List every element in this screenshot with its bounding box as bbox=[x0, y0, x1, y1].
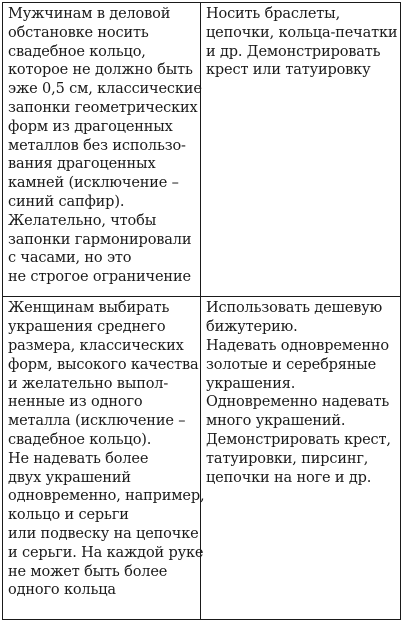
cell-line: цепочки, кольца-печатки bbox=[206, 24, 398, 41]
cell-line: свадебное кольцо). bbox=[8, 432, 152, 449]
cell-line: которое не должно быть bbox=[8, 62, 193, 79]
men-forbidden-cell bbox=[201, 3, 401, 297]
cell-line: украшения среднего bbox=[8, 319, 166, 336]
cell-line: и желательно выпол- bbox=[8, 375, 169, 392]
cell-line: Мужчинам в деловой bbox=[8, 6, 171, 22]
cell-line: запонки геометрических bbox=[8, 99, 198, 116]
cell-line: и серьги. На каждой руке bbox=[8, 544, 204, 561]
men-allowed-cell bbox=[3, 3, 201, 297]
cell-line: одного кольца bbox=[8, 582, 116, 599]
cell-line: металлов без использо- bbox=[8, 137, 186, 154]
cell-line: свадебное кольцо, bbox=[8, 43, 146, 60]
cell-line: не строгое ограничение bbox=[8, 269, 191, 286]
cell-line: цепочки на ноге и др. bbox=[206, 469, 372, 486]
cell-line: бижутерию. bbox=[206, 319, 298, 336]
table-row bbox=[3, 297, 401, 620]
cell-line: крест или татуировку bbox=[206, 62, 371, 79]
cell-line: Одновременно надевать bbox=[206, 394, 390, 411]
cell-line: ненные из одного bbox=[8, 394, 143, 411]
cell-line: кольцо и серьги bbox=[8, 507, 129, 524]
table-row bbox=[3, 3, 401, 297]
cell-line: Желательно, чтобы bbox=[8, 212, 157, 229]
women-allowed-cell bbox=[3, 297, 205, 620]
cell-line: обстановке носить bbox=[8, 24, 149, 41]
cell-line: украшения. bbox=[206, 375, 296, 392]
cell-line: много украшений. bbox=[206, 413, 346, 430]
cell-line: или подвеску на цепочке bbox=[8, 526, 199, 543]
cell-line: с часами, но это bbox=[8, 250, 132, 267]
cell-line: синий сапфир). bbox=[8, 193, 125, 210]
women-forbidden-cell bbox=[201, 297, 401, 620]
cell-line: двух украшений bbox=[8, 469, 131, 486]
cell-line: Надевать одновременно bbox=[206, 338, 389, 355]
cell-line: Носить браслеты, bbox=[206, 6, 341, 22]
cell-line: не может быть более bbox=[8, 563, 168, 580]
cell-line: эже 0,5 см, классические bbox=[8, 81, 202, 98]
cell-line: и др. Демонстрировать bbox=[206, 43, 381, 60]
cell-line: камней (исключение – bbox=[8, 175, 179, 192]
jewelry-rules-table bbox=[2, 2, 401, 620]
cell-line: золотые и серебряные bbox=[206, 356, 377, 373]
cell-line: форм из драгоценных bbox=[8, 118, 173, 135]
cell-line: вания драгоценных bbox=[8, 156, 156, 173]
cell-line: Женщинам выбирать bbox=[8, 300, 170, 317]
cell-line: размера, классических bbox=[8, 338, 184, 355]
cell-line: татуировки, пирсинг, bbox=[206, 450, 369, 467]
cell-line: Использовать дешевую bbox=[206, 300, 383, 317]
cell-line: Демонстрировать крест, bbox=[206, 432, 391, 449]
cell-line: одновременно, например, bbox=[8, 488, 205, 505]
cell-line: металла (исключение – bbox=[8, 413, 186, 430]
cell-line: запонки гармонировали bbox=[8, 231, 192, 248]
cell-line: Не надевать более bbox=[8, 450, 149, 467]
cell-line: форм, высокого качества bbox=[8, 356, 199, 373]
